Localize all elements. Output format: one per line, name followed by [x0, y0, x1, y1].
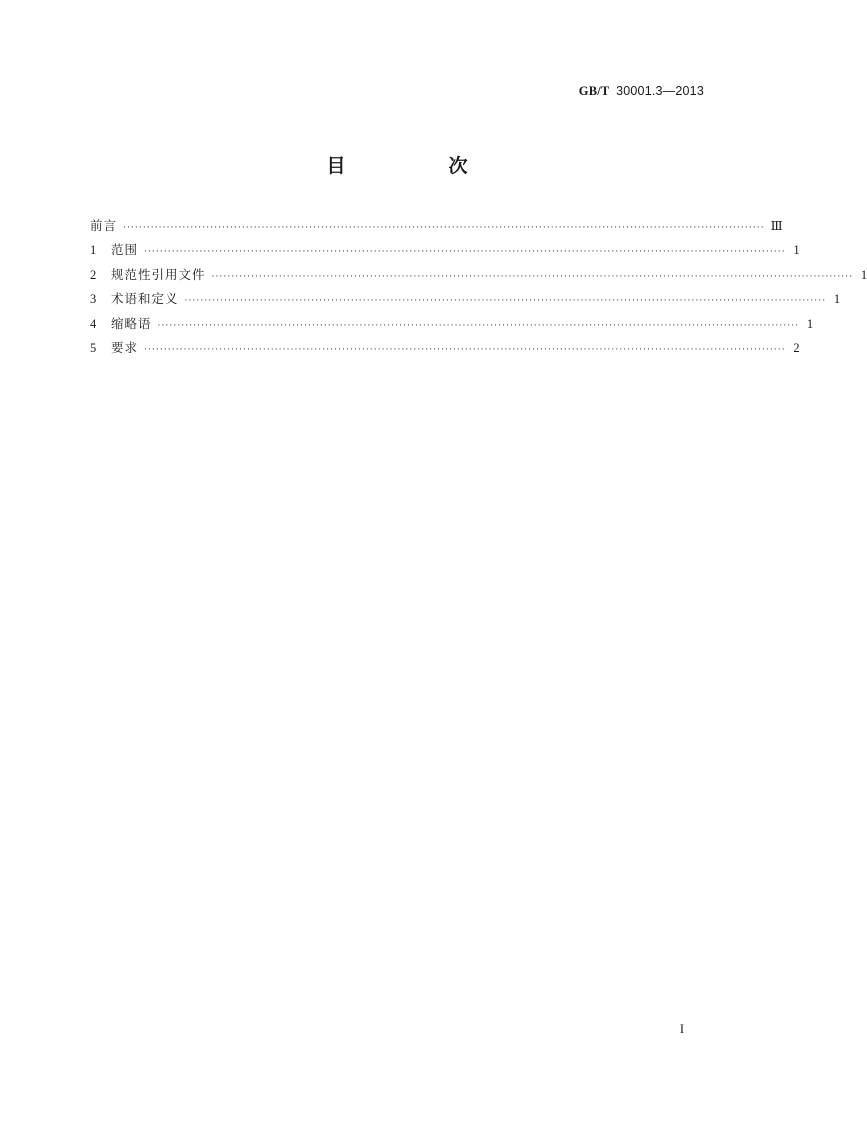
toc-entry-foreword[interactable] [90, 216, 783, 240]
toc-entry-label: 缩略语 [111, 315, 152, 331]
toc-entry-page: 1 [860, 267, 867, 282]
toc-entry-label: 规范性引用文件 [111, 266, 206, 282]
standard-prefix: GB/T [578, 84, 610, 98]
toc-entry-label: 前言 [90, 218, 118, 233]
standard-number: 30001.3—2013 [616, 84, 704, 98]
toc-entry-label: 术语和定义 [111, 291, 179, 307]
toc-leader-dots: ·································································································································································· [123, 223, 765, 233]
toc-entry-page: 1 [833, 292, 841, 307]
page-number: I [679, 1022, 684, 1036]
toc-entry-number: 3 [90, 292, 97, 307]
page-title: 目 次 [326, 155, 510, 177]
toc-entry-page: 1 [806, 316, 814, 331]
toc-entry-page: 2 [793, 340, 800, 355]
toc-entry-number: 5 [90, 340, 97, 355]
toc-entry-normative-references[interactable] [90, 265, 867, 289]
toc-entry-requirements[interactable] [90, 338, 800, 362]
toc-entry-terms-definitions[interactable] [90, 289, 841, 313]
toc-leader-dots: ·································································································································································· [157, 320, 800, 331]
toc-entry-number: 1 [90, 243, 97, 258]
toc-leader-dots: ·································································································································································· [144, 247, 786, 258]
toc-leader-dots: ·································································································································································· [144, 344, 786, 355]
toc-leader-dots: ·································································································································································· [184, 296, 827, 307]
toc-leader-dots: ·································································································································································· [211, 271, 854, 282]
toc-entry-label: 要求 [111, 339, 139, 355]
toc-entry-page: 1 [793, 243, 800, 258]
toc-entry-abbreviations[interactable] [90, 314, 814, 338]
toc-entry-label: 范围 [111, 242, 139, 258]
toc-entry-page: Ⅲ [770, 219, 783, 233]
toc-entry-number: 2 [90, 267, 97, 282]
toc-entry-number: 4 [90, 316, 97, 331]
table-of-contents [90, 216, 867, 362]
standard-code [579, 84, 704, 99]
toc-entry-scope[interactable] [90, 240, 800, 264]
